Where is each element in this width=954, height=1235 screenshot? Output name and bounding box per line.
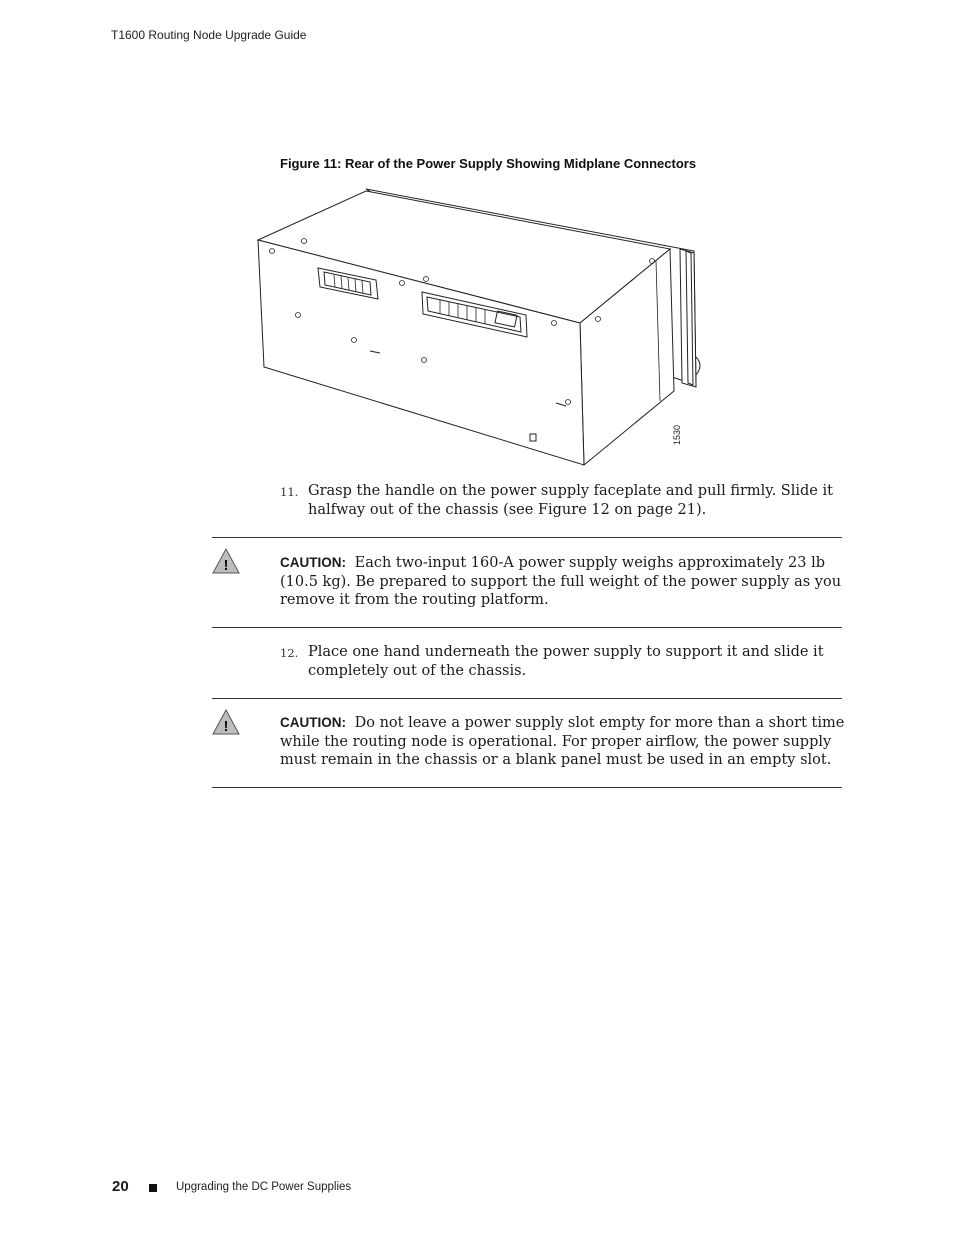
footer-separator <box>149 1184 157 1192</box>
caution-label: CAUTION: <box>280 555 346 570</box>
caution-note-1 <box>280 554 846 610</box>
caution-rule-top <box>212 537 842 538</box>
step-text: Place one hand underneath the power supply to support it and slide it completely out of the chassis. <box>308 644 824 679</box>
warning-triangle-icon <box>211 547 241 575</box>
svg-text:!: ! <box>223 718 229 735</box>
page-number: 20 <box>112 1178 129 1195</box>
caution-rule-bottom <box>212 627 842 628</box>
caution-note-2 <box>280 714 846 770</box>
step-number: 12. <box>280 646 299 660</box>
power-supply-rear-figure <box>250 183 710 473</box>
step-number: 11. <box>280 485 299 499</box>
step-text: Grasp the handle on the power supply faceplate and pull firmly. Slide it halfway out of the chassis (see Figure 12 on page 21). <box>308 483 833 518</box>
caution-text: Do not leave a power supply slot empty for more than a short time while the routing node is operational. For proper airflow, the power supply must remain in the chassis or a blank panel must be used in an empty slot. <box>280 715 845 768</box>
figure-art-id: 1530 <box>672 424 682 445</box>
running-header: T1600 Routing Node Upgrade Guide <box>111 28 307 42</box>
power-supply-illustration <box>250 183 710 473</box>
caution-text: Each two-input 160-A power supply weighs approximately 23 lb (10.5 kg). Be prepared to support the full weight of the power supply as you remove it from the routing platform. <box>280 555 842 608</box>
step-12 <box>280 643 850 680</box>
figure-caption: Figure 11: Rear of the Power Supply Showing Midplane Connectors <box>280 156 697 171</box>
step-11 <box>280 482 850 519</box>
caution-rule-bottom <box>212 787 842 788</box>
caution-rule-top <box>212 698 842 699</box>
footer-section-title: Upgrading the DC Power Supplies <box>176 1181 352 1193</box>
caution-label: CAUTION: <box>280 715 346 730</box>
svg-text:!: ! <box>223 557 229 574</box>
warning-triangle-icon <box>211 708 241 736</box>
